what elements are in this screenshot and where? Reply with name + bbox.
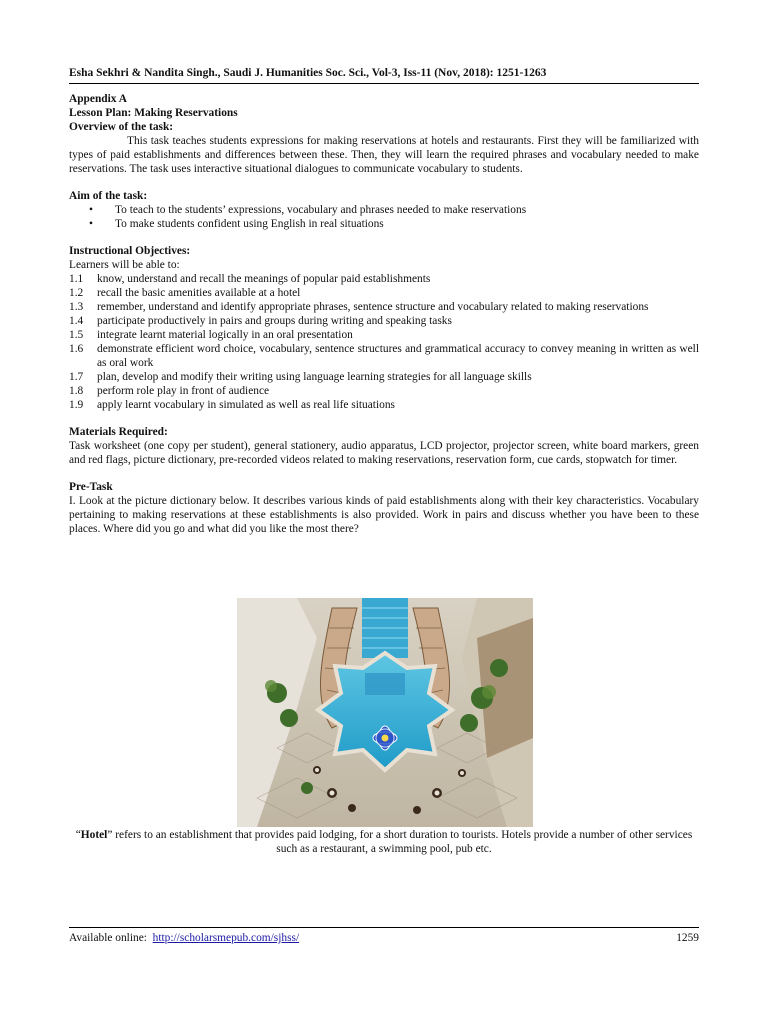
aim-list — [69, 203, 699, 231]
objectives-intro: Learners will be able to: — [69, 259, 180, 271]
aim-item — [69, 203, 699, 217]
page-body — [69, 66, 699, 536]
objective-number: 1.4 — [69, 315, 84, 327]
aim-section — [69, 189, 699, 231]
objective-number: 1.1 — [69, 273, 84, 285]
objective-item — [69, 286, 699, 300]
objective-text: demonstrate efficient word choice, vocabulary, sentence structures and grammatical accuracy to convey meaning in written as well as oral work — [97, 343, 699, 369]
objective-item — [69, 342, 699, 370]
page-footer — [69, 927, 699, 944]
bullet-icon: • — [89, 218, 93, 230]
aim-heading: Aim of the task: — [69, 190, 148, 202]
objectives-section — [69, 244, 699, 412]
objective-item — [69, 398, 699, 412]
objective-item — [69, 328, 699, 342]
caption-text: ” refers to an establishment that provides paid lodging, for a short duration to tourists. Hotels provide a number of other services such as a restaurant, a swimming pool, pub etc. — [107, 829, 693, 855]
objectives-list — [69, 272, 699, 412]
overview-heading: Overview of the task: — [69, 121, 174, 133]
footer-source — [69, 932, 299, 944]
objective-number: 1.2 — [69, 287, 84, 299]
objective-text: perform role play in front of audience — [97, 385, 270, 397]
objective-number: 1.8 — [69, 385, 84, 397]
caption-open-quote: “ — [75, 829, 81, 841]
materials-heading: Materials Required: — [69, 426, 168, 438]
pretask-paragraph: I. Look at the picture dictionary below. It describes various kinds of paid establishments along with their key characteristics. Vocabulary pertaining to making reservations at these establishments is also provided. Work in pairs and discuss whether you have been to these places. Where did you go and what did you like the most there? — [69, 495, 699, 535]
overview-paragraph: This task teaches students expressions for making reservations at hotels and restaurants. First they will be familiarized with types of paid establishments and differences between these. Then, they will learn the required phrases and vocabulary needed to make reservations. The task uses interactive situational dialogues to communicate vocabulary to students. — [69, 135, 699, 175]
available-label: Available online: — [69, 932, 147, 944]
objective-item — [69, 370, 699, 384]
aim-item — [69, 217, 699, 231]
materials-paragraph: Task worksheet (one copy per student), general stationery, audio apparatus, LCD projector, projector screen, white board markers, green and red flags, picture dictionary, pre-recorded videos related to making reservations, reservation form, cue cards, stopwatch for timer. — [69, 440, 699, 466]
pretask-section — [69, 480, 699, 536]
objective-number: 1.3 — [69, 301, 84, 313]
appendix-label: Appendix A — [69, 93, 127, 105]
objective-item — [69, 272, 699, 286]
caption-term: Hotel — [80, 829, 108, 841]
objective-item — [69, 300, 699, 314]
objective-text: plan, develop and modify their writing using language learning strategies for all language skills — [97, 371, 532, 383]
running-head: Esha Sekhri & Nandita Singh., Saudi J. Humanities Soc. Sci., Vol-3, Iss-11 (Nov, 2018): 1251-1263 — [69, 66, 699, 84]
objective-item — [69, 384, 699, 398]
objective-text: integrate learnt material logically in an oral presentation — [97, 329, 353, 341]
objective-number: 1.7 — [69, 371, 84, 383]
objective-text: know, understand and recall the meanings of popular paid establishments — [97, 273, 431, 285]
objective-number: 1.5 — [69, 329, 84, 341]
aim-item-text: To make students confident using English in real situations — [115, 218, 384, 230]
objective-text: apply learnt vocabulary in simulated as well as real life situations — [97, 399, 395, 411]
objective-number: 1.9 — [69, 399, 84, 411]
objective-number: 1.6 — [69, 343, 84, 355]
materials-section — [69, 425, 699, 467]
page-number: 1259 — [676, 932, 699, 944]
lesson-plan-title: Lesson Plan: Making Reservations — [69, 107, 238, 119]
aim-item-text: To teach to the students’ expressions, vocabulary and phrases needed to make reservations — [115, 204, 527, 216]
objective-text: participate productively in pairs and groups during writing and speaking tasks — [97, 315, 452, 327]
objective-item — [69, 314, 699, 328]
figure-caption — [69, 828, 699, 856]
bullet-icon: • — [89, 204, 93, 216]
objectives-heading: Instructional Objectives: — [69, 245, 191, 257]
journal-link[interactable]: http://scholarsmepub.com/sjhss/ — [152, 932, 300, 944]
pretask-heading: Pre-Task — [69, 481, 113, 493]
objective-text: remember, understand and identify appropriate phrases, sentence structure and vocabulary related to making reservations — [97, 301, 649, 313]
hotel-atrium-image — [237, 598, 533, 827]
objective-text: recall the basic amenities available at a hotel — [97, 287, 301, 299]
appendix-header — [69, 92, 699, 176]
